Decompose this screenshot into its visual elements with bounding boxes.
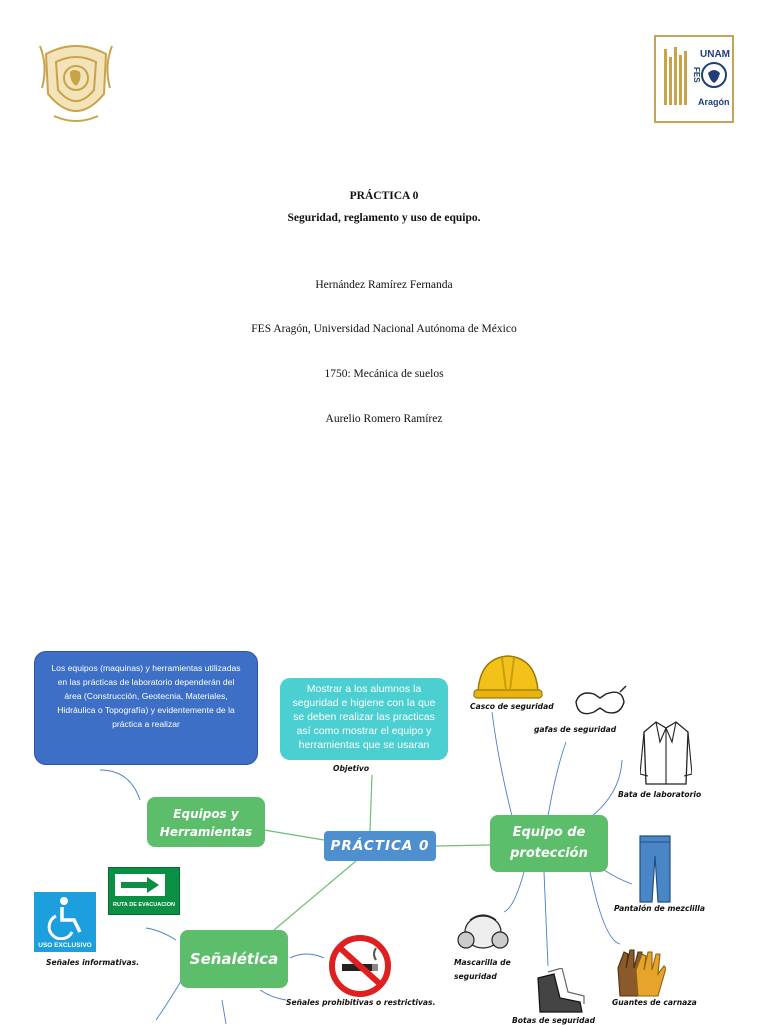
logo-text-fes: FES (692, 67, 701, 83)
safety-goggles-icon (572, 684, 628, 722)
author-name: Hernández Ramírez Fernanda (315, 279, 453, 291)
equipos-node: Equipos y Herramientas (147, 797, 265, 847)
work-gloves-icon (614, 942, 666, 998)
page-title: PRÁCTICA 0 (349, 190, 419, 202)
objetivo-box: Mostrar a los alumnos la seguridad e higiene con la que se deben realizar las practicas así como mostrar el equipo y herramientas que se usaran (280, 678, 448, 760)
institution-name: FES Aragón, Universidad Nacional Autónoma de México (251, 323, 517, 335)
helmet-icon (472, 652, 544, 704)
wheelchair-icon (34, 892, 96, 940)
gafas-label: gafas de seguridad (534, 725, 617, 734)
lab-coat-icon (640, 718, 692, 790)
course-name: 1750: Mecánica de suelos (324, 368, 444, 380)
page-subtitle: Seguridad, reglamento y uso de equipo. (287, 212, 481, 224)
jeans-icon (638, 834, 672, 904)
accessibility-sign (34, 892, 96, 952)
equipos-description-box: Los equipos (maquinas) y herramientas utilizadas en las prácticas de laboratorio dependerán del área (Construcción, Geotecnia, Materiales, Hidráulica o Topografía) y evidentemente de la práctica a realizar (34, 651, 258, 765)
exit-sign (108, 867, 180, 915)
logo-text-aragon: Aragón (698, 97, 730, 107)
no-smoking-icon (326, 934, 394, 998)
botas-label: Botas de seguridad (512, 1016, 596, 1025)
exit-sign-text: RUTA DE EVACUACION (113, 902, 175, 908)
objetivo-label: Objetivo (333, 764, 370, 773)
prohibitivas-label: Señales prohibitivas o restrictivas. (286, 998, 436, 1007)
center-node: PRÁCTICA 0 (324, 831, 436, 861)
bata-label: Bata de laboratorio (618, 790, 702, 799)
mascarilla-label: Mascarilla de seguridad (454, 958, 511, 981)
senaletica-node: Señalética (180, 930, 288, 988)
pantalon-label: Pantalón de mezclilla (614, 904, 705, 913)
casco-label: Casco de seguridad (470, 702, 554, 711)
arrow-right-icon (109, 868, 179, 902)
informativas-label: Señales informativas. (46, 958, 140, 967)
safety-boots-icon (534, 968, 586, 1016)
accessibility-sign-text: USO EXCLUSIVO (38, 942, 92, 949)
proteccion-node: Equipo de protección (490, 815, 608, 872)
logo-text-unam: UNAM (700, 49, 730, 60)
guantes-label: Guantes de carnaza (612, 998, 697, 1007)
respirator-mask-icon (456, 910, 510, 954)
teacher-name: Aurelio Romero Ramírez (325, 413, 443, 425)
